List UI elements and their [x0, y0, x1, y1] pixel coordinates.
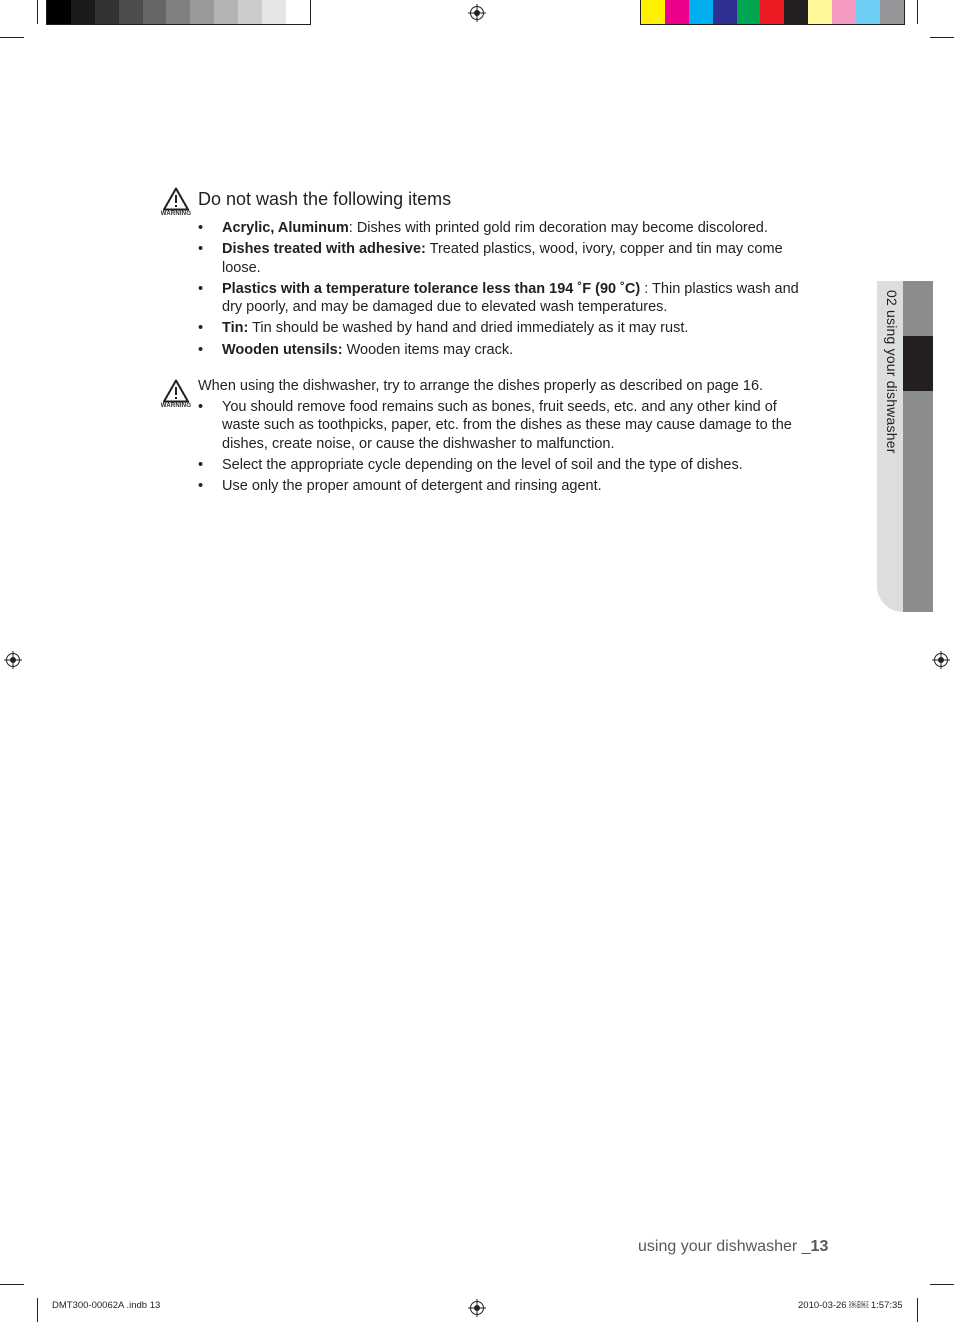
crop-mark: [930, 1284, 954, 1285]
crop-mark: [0, 1284, 24, 1285]
chapter-tab-marker: [903, 336, 933, 391]
slug-filename: DMT300-00062A .indb 13: [52, 1300, 161, 1311]
chapter-tab-label: 02 using your dishwasher: [884, 290, 900, 454]
loading-tips-list: [198, 398, 802, 498]
crop-mark: [917, 0, 918, 24]
color-swatch: [166, 0, 190, 24]
color-swatch: [713, 0, 737, 24]
color-swatch: [737, 0, 761, 24]
color-swatch: [47, 0, 71, 24]
color-swatch: [143, 0, 167, 24]
crop-mark: [917, 1298, 918, 1322]
color-swatch: [262, 0, 286, 24]
page-footer: [638, 1238, 828, 1256]
registration-mark-icon: [468, 4, 486, 22]
color-swatch: [784, 0, 808, 24]
color-swatch: [238, 0, 262, 24]
list-item: • Use only the proper amount of detergent and rinsing agent.: [198, 477, 802, 495]
color-swatch: [689, 0, 713, 24]
color-swatch: [808, 0, 832, 24]
crop-mark: [37, 1298, 38, 1322]
page-number: 13: [810, 1238, 829, 1255]
color-swatch: [95, 0, 119, 24]
color-swatch: [832, 0, 856, 24]
color-swatch: [71, 0, 95, 24]
crop-mark: [37, 0, 38, 24]
crop-mark: [930, 37, 954, 38]
list-item: • Dishes treated with adhesive: Treated plastics, wood, ivory, copper and tin may come loose.: [198, 240, 802, 277]
color-swatch: [760, 0, 784, 24]
warning-icon: [158, 379, 194, 413]
registration-mark-icon: [4, 651, 22, 669]
warning-label: WARNING: [160, 211, 192, 217]
color-swatch: [214, 0, 238, 24]
footer-section: using your dishwasher _: [638, 1238, 811, 1255]
list-item: • Tin: Tin should be washed by hand and dried immediately as it may rust.: [198, 319, 802, 337]
chapter-tab-strip: [903, 281, 933, 612]
list-item: • Acrylic, Aluminum: Dishes with printed gold rim decoration may become discolored.: [198, 219, 802, 237]
color-bar: [640, 0, 905, 25]
registration-mark-icon: [468, 1299, 486, 1317]
list-item: • You should remove food remains such as bones, fruit seeds, etc. and any other kind of waste such as toothpicks, paper, etc. from the dishes as these may cause damage to the dishes, create noise, or cause the dishwasher to malfunction.: [198, 398, 802, 453]
color-swatch: [665, 0, 689, 24]
wash-exclusion-list: [198, 219, 802, 362]
color-swatch: [856, 0, 880, 24]
crop-mark: [0, 37, 24, 38]
arrangement-note: When using the dishwasher, try to arrange the dishes properly as described on page 16.: [198, 378, 764, 394]
color-swatch: [641, 0, 665, 24]
warning-label: WARNING: [160, 403, 192, 409]
list-item: • Plastics with a temperature tolerance less than 194 ˚F (90 ˚C) : Thin plastics wash and dry poorly, and may be damaged due to elevated wash temperatures.: [198, 280, 802, 317]
color-swatch: [190, 0, 214, 24]
warning-icon: [158, 187, 194, 221]
slug-timestamp: 2010-03-26 ￼￼ 1:57:35: [798, 1300, 903, 1311]
section-title: Do not wash the following items: [198, 189, 452, 209]
color-swatch: [119, 0, 143, 24]
list-item: • Wooden utensils: Wooden items may crack.: [198, 341, 802, 359]
color-swatch: [286, 0, 310, 24]
grayscale-bar: [46, 0, 311, 25]
color-swatch: [880, 0, 904, 24]
list-item: • Select the appropriate cycle depending on the level of soil and the type of dishes.: [198, 456, 802, 474]
registration-mark-icon: [932, 651, 950, 669]
